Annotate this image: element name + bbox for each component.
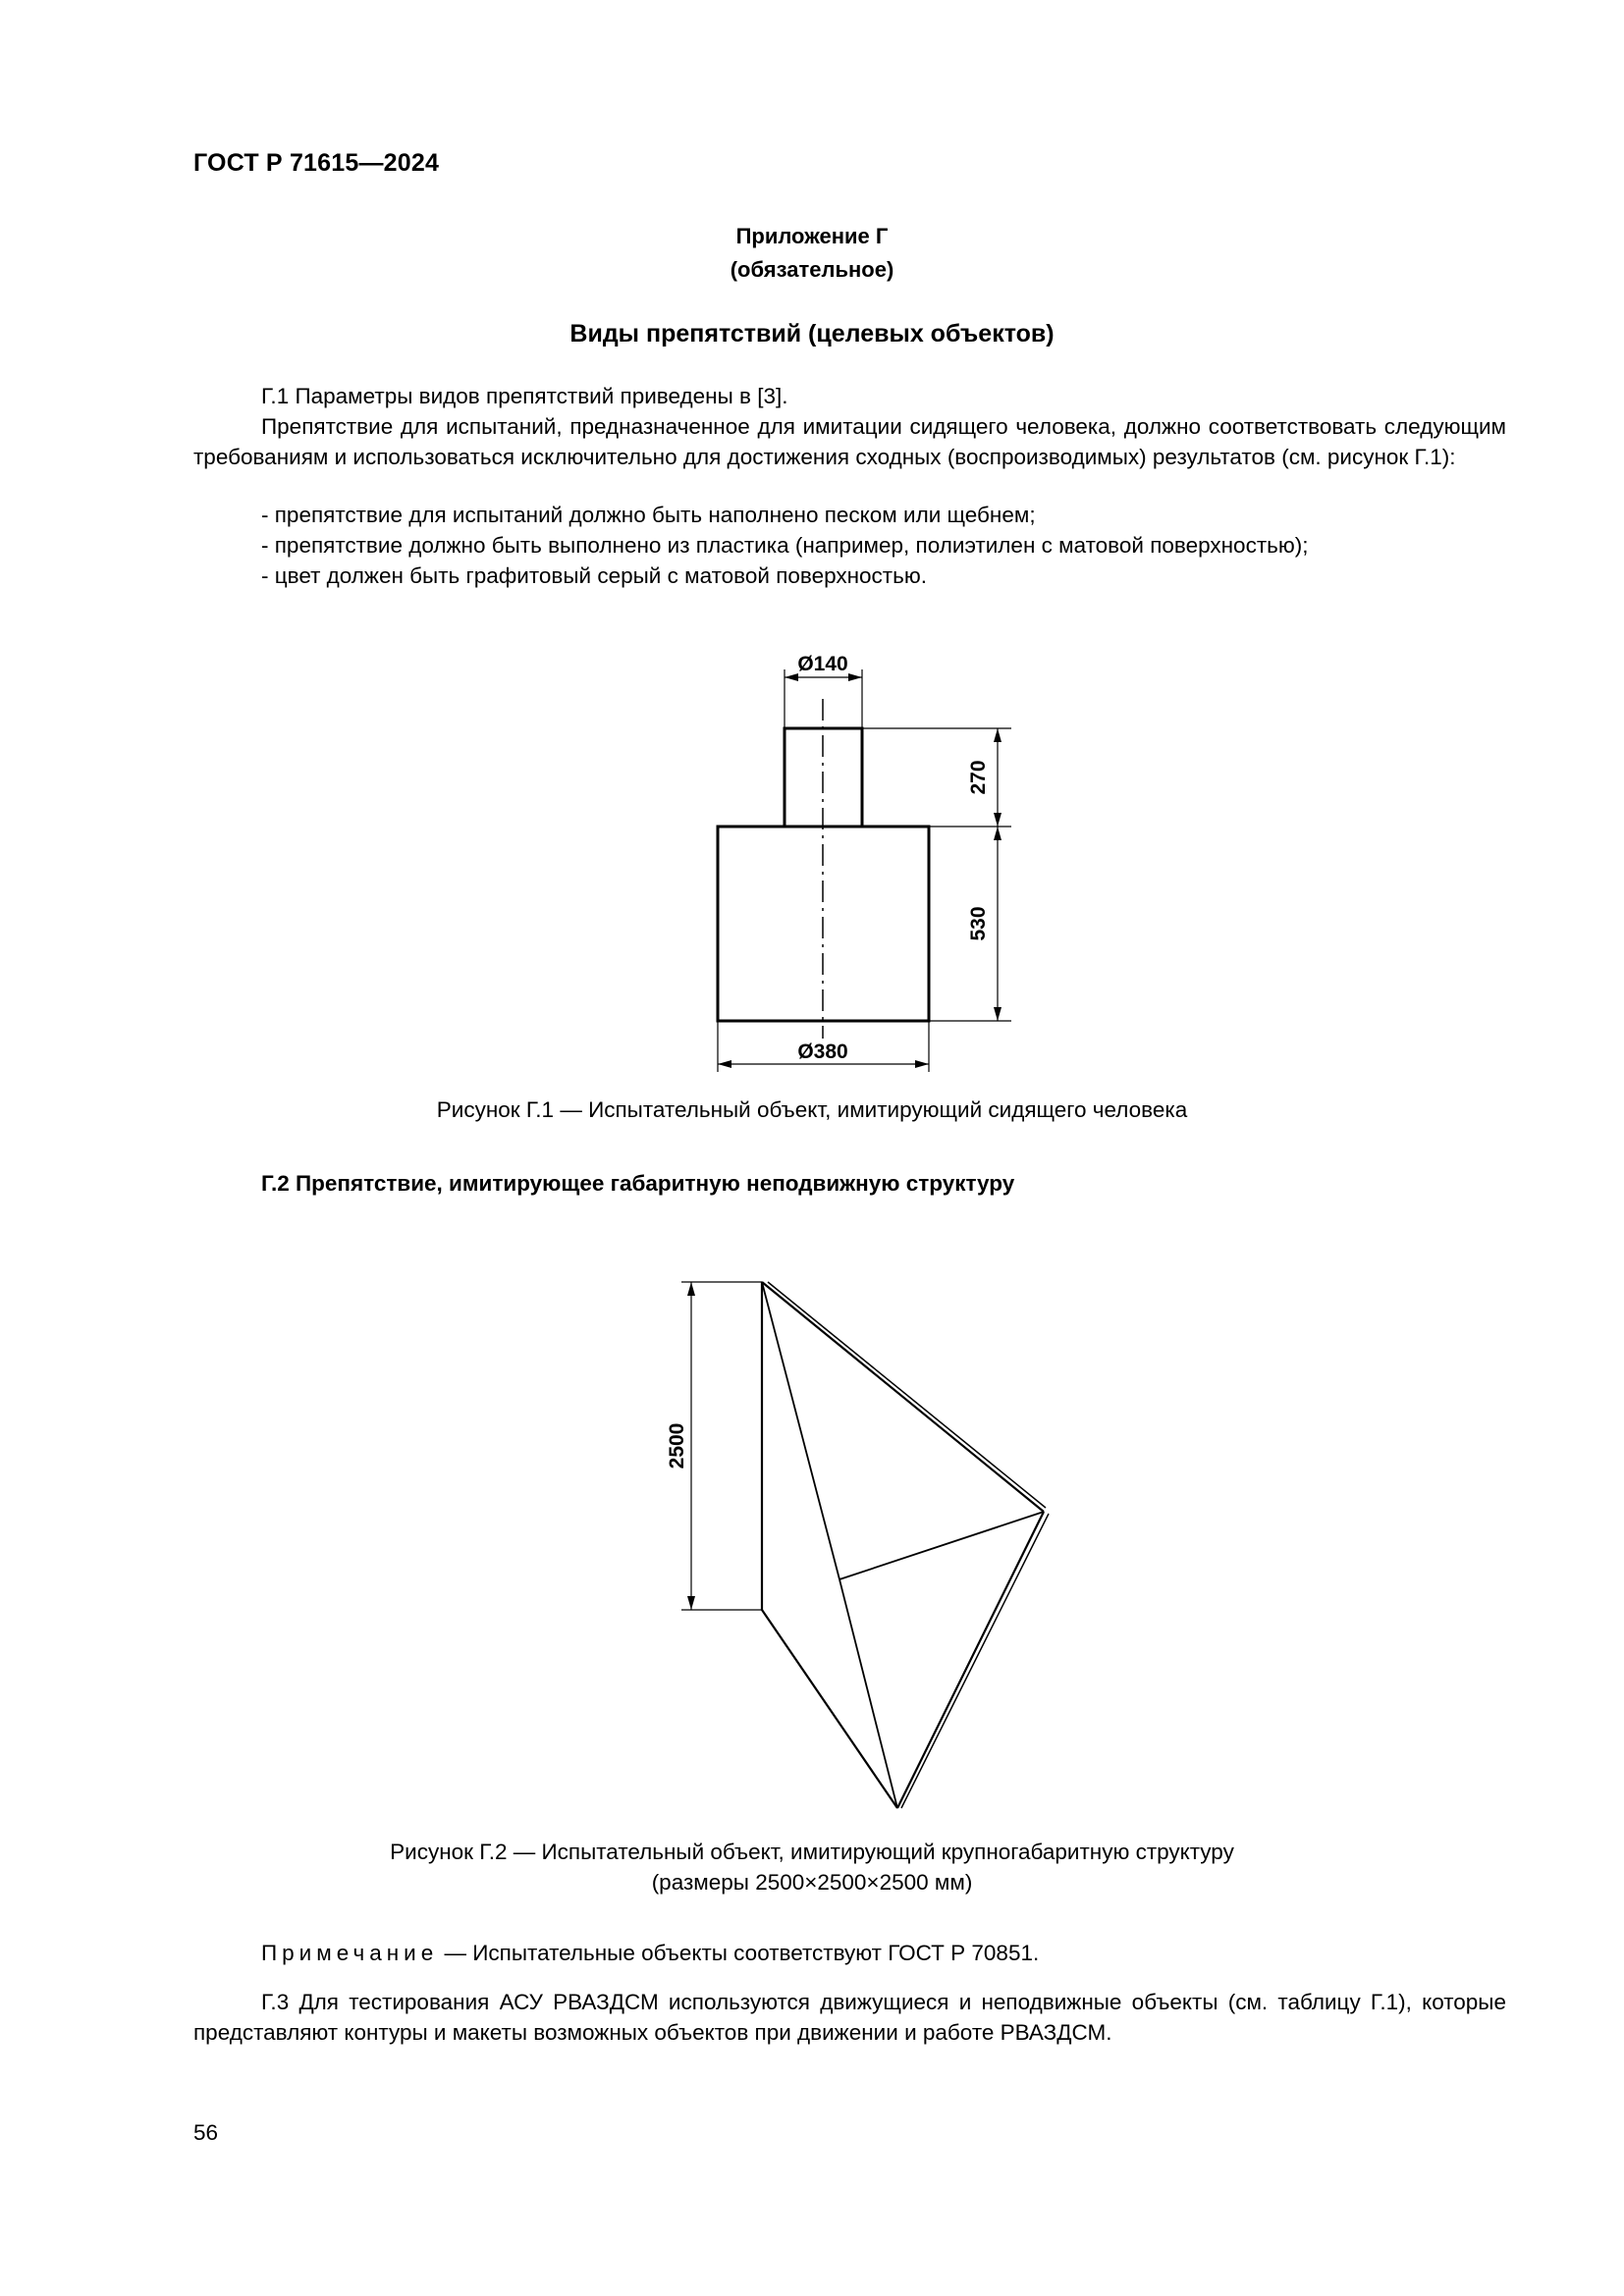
section-g2-heading: Г.2 Препятствие, имитирующее габаритную неподвижную структуру [261, 1171, 1015, 1196]
bottom-height-label: 530 [967, 906, 990, 941]
bullet-item: - препятствие должно быть выполнено из пластика (например, полиэтилен с матовой поверхностью); [261, 533, 1309, 558]
note-label: Примечание [261, 1941, 439, 1965]
appendix-label: Приложение Г [735, 224, 889, 248]
appendix-status: (обязательное) [730, 257, 894, 282]
figure-1-caption: Рисунок Г.1 — Испытательный объект, имитирующий сидящего человека [436, 1097, 1188, 1122]
height-dimension-label: 2500 [666, 1422, 688, 1469]
appendix-title: Виды препятствий (целевых объектов) [569, 320, 1055, 347]
top-diameter-label: Ø140 [797, 653, 848, 675]
top-height-label: 270 [967, 760, 990, 795]
paragraph-g3: Г.3 Для тестирования АСУ РВАЗДСМ используются движущиеся и неподвижные объекты (см. таблицу Г.1), которые представляют контуры и макеты возможных объектов при движении и работе РВАЗДСМ. [193, 1990, 1506, 2045]
page-number: 56 [193, 2120, 219, 2145]
figure-2-caption-dimensions: (размеры 2500×2500×2500 мм) [651, 1870, 973, 1895]
document-header: ГОСТ Р 71615—2024 [193, 149, 440, 177]
bottom-diameter-label: Ø380 [797, 1041, 848, 1063]
note [261, 1941, 1039, 1966]
bullet-item: - цвет должен быть графитовый серый с матовой поверхностью. [261, 563, 927, 588]
figure-2-caption: Рисунок Г.2 — Испытательный объект, имитирующий крупногабаритную структуру [390, 1840, 1234, 1864]
paragraph-g1: Г.1 Параметры видов препятствий приведены в [3]. [261, 384, 788, 408]
note-text: — Испытательные объекты соответствуют ГОСТ Р 70851. [438, 1941, 1040, 1965]
paragraph-requirements: Препятствие для испытаний, предназначенное для имитации сидящего человека, должно соответствовать следующим требованиям и использоваться исключительно для достижения сходных (воспроизводимых) результатов (см. рисунок Г.1): [193, 414, 1506, 469]
bullet-item: - препятствие для испытаний должно быть наполнено песком или щебнем; [261, 503, 1036, 527]
